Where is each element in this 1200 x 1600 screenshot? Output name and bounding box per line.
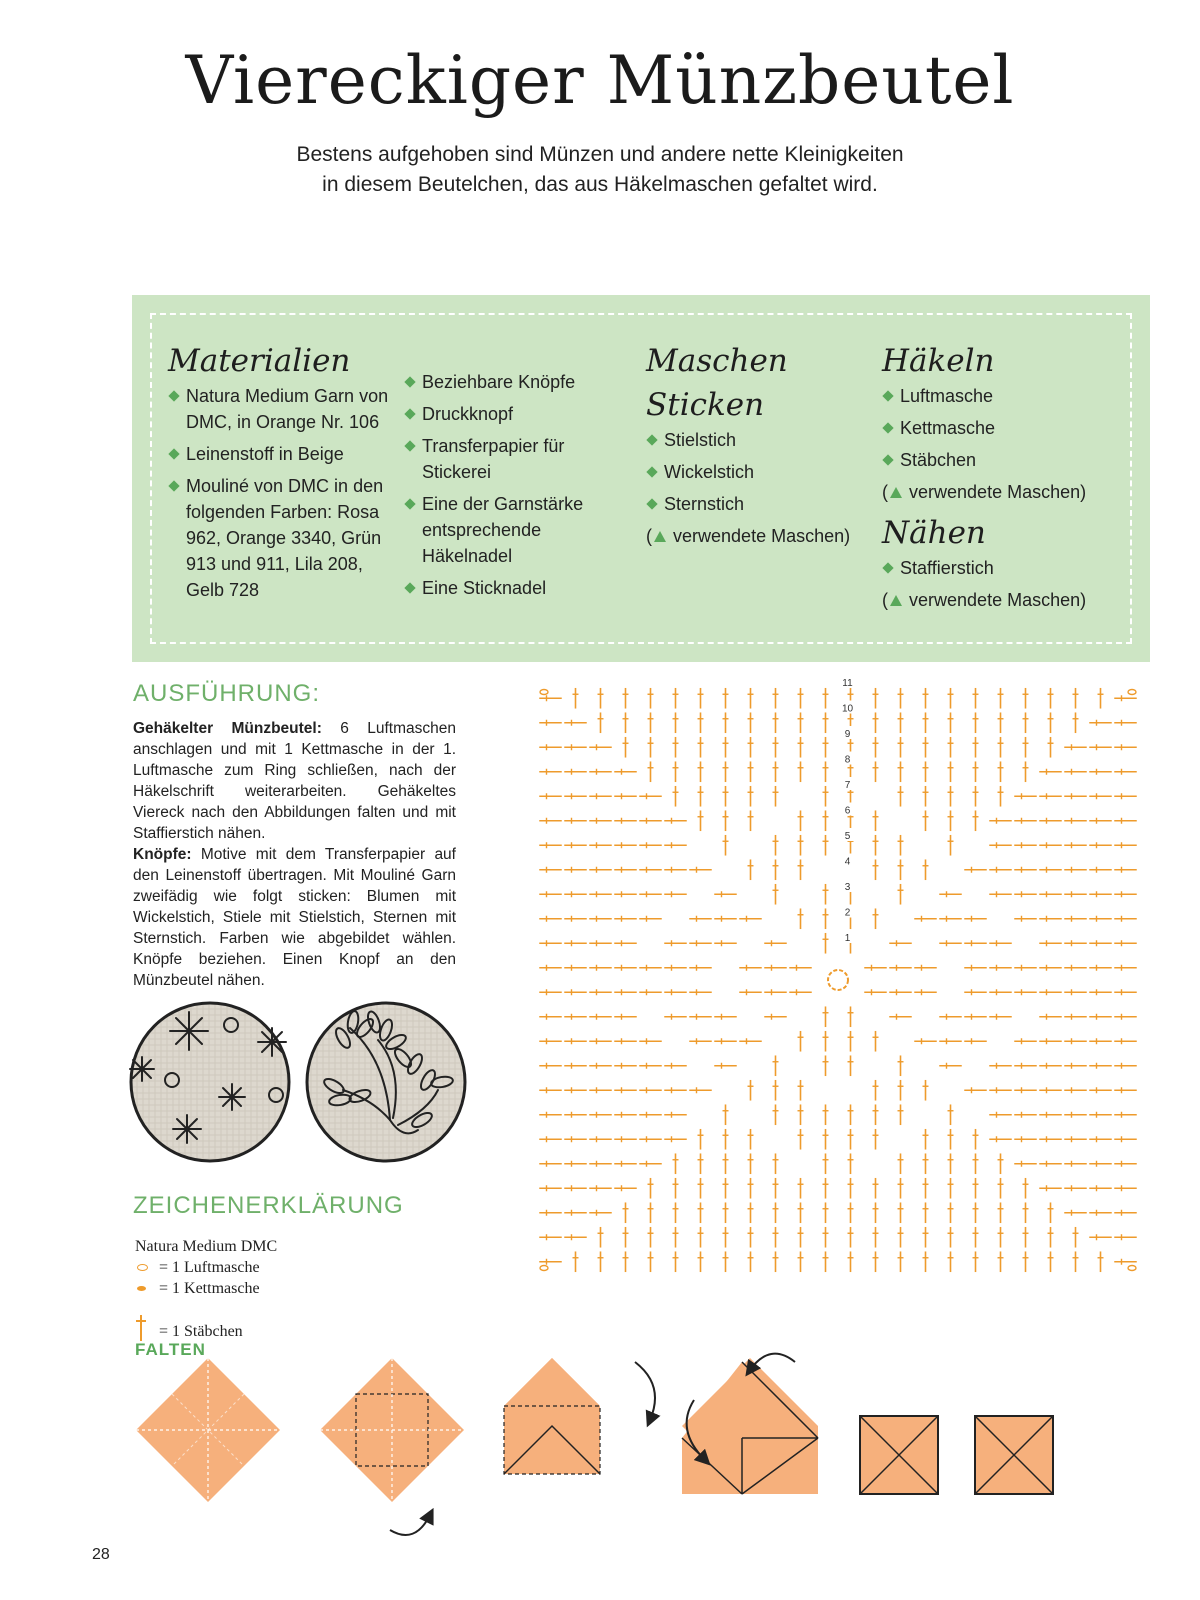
round-label: 10 [841,703,854,715]
sticken-list [646,427,876,517]
subtitle-line-1: Bestens aufgehoben sind Münzen und andere nette Kleinigkeiten [296,143,904,166]
instruction-text-beutel: 6 Luftmaschen anschlagen und mit 1 Kettmasche in der 1. Luftmasche zum Ring schließen, nach der Häkelschrift weiterarbeiten. Gehäkeltes Viereck nach den Abbildungen falten und mit Staffierstich nähen. [133,720,457,842]
list-item: Staffierstich [882,555,1122,581]
haekeln-heading: Häkeln [882,343,995,379]
instructions-text [133,718,456,991]
haekeln-column [882,339,1122,619]
sticken-note: ( verwendete Maschen) [646,526,851,546]
corner-chain [540,690,548,695]
star-button [130,1003,289,1161]
diamond-bullet-icon [404,408,415,419]
triangle-icon [654,531,666,542]
list-item: Eine Sticknadel [404,575,604,601]
legend-kettmasche: = 1 Kettmasche [135,1278,277,1299]
legend-staebchen: = 1 Stäbchen [135,1321,277,1342]
list-item: Wickelstich [646,459,876,485]
materials-column-2 [404,369,604,607]
slip-stitch-icon [137,1286,146,1291]
legend-yarn: Natura Medium DMC [135,1238,278,1255]
maschen-heading: Maschen [646,343,788,379]
corner-chain [1128,1266,1136,1271]
corner-chain [540,1266,548,1271]
materials-list-2 [404,369,604,601]
haekeln-list [882,383,1122,473]
subtitle [0,140,1200,200]
maschen-column [646,339,876,555]
list-item: Mouliné von DMC in den folgenden Farben: Rosa 962, Orange 3340, Grün 913 und 911, Lila 208, Gelb 728 [168,473,398,603]
button-illustrations [128,1000,468,1180]
materials-column-1 [168,339,398,609]
diamond-bullet-icon [404,376,415,387]
list-item: Luftmasche [882,383,1122,409]
round-label: 4 [844,856,851,868]
legend-luftmasche: = 1 Luftmasche [135,1257,277,1278]
diamond-bullet-icon [882,422,893,433]
legend [135,1236,277,1342]
diamond-bullet-icon [882,454,893,465]
center-ring [828,970,848,990]
list-item: Stielstich [646,427,876,453]
instruction-label-beutel: Gehäkelter Münzbeutel: [133,720,322,737]
list-item: Transferpapier für Stickerei [404,433,604,485]
list-item: Druckknopf [404,401,604,427]
round-label: 6 [844,805,851,817]
fold-step-3 [504,1358,655,1474]
list-item: Stäbchen [882,447,1122,473]
haekeln-note: ( verwendete Maschen) [882,482,1087,502]
diamond-bullet-icon [646,466,657,477]
legend-heading: ZEICHENERKLÄRUNG [133,1192,404,1219]
naehen-heading: Nähen [882,515,986,551]
flower-button [307,1003,465,1161]
list-item: Kettmasche [882,415,1122,441]
diamond-bullet-icon [168,390,179,401]
diamond-bullet-icon [168,448,179,459]
instruction-text-knoepfe: Motive mit dem Transferpapier auf den Leinenstoff übertragen. Mit Mouliné Garn zweifädig wie folgt sticken: Blumen mit Wickelstich, Stiele mit Stielstich, Sternen mit Sternstich. Farben wie abgebildet wählen. Knöpfe beziehen. Einen Knopf an den Münzbeutel nähen. [133,846,456,989]
round-label: 5 [844,831,851,842]
triangle-icon [890,487,902,498]
falten-heading: FALTEN [135,1340,206,1359]
round-label: 3 [844,882,851,893]
sticken-heading: Sticken [646,387,765,423]
materials-list-1 [168,383,398,603]
diamond-bullet-icon [646,434,657,445]
round-label: 7 [844,780,851,791]
diamond-bullet-icon [404,498,415,509]
chain-stitch-icon [137,1264,148,1271]
diamond-bullet-icon [168,480,179,491]
ausfuehrung-heading: AUSFÜHRUNG: [133,680,321,707]
triangle-icon [890,595,902,606]
materials-heading: Materialien [168,343,351,379]
fold-step-6 [975,1416,1053,1494]
naehen-note: ( verwendete Maschen) [882,590,1087,610]
corner-chain [1128,690,1136,695]
materials-box [132,295,1150,662]
list-item: Beziehbare Knöpfe [404,369,604,395]
crochet-chart [538,678,1138,1274]
diamond-bullet-icon [882,562,893,573]
diamond-bullet-icon [404,582,415,593]
diamond-bullet-icon [646,498,657,509]
list-item: Natura Medium Garn von DMC, in Orange Nr. 106 [168,383,398,435]
fold-step-4 [682,1354,818,1494]
diamond-bullet-icon [404,440,415,451]
round-label: 11 [842,678,853,689]
list-item: Eine der Garnstärke entsprechende Häkelnadel [404,491,604,569]
fold-step-1 [136,1358,280,1502]
round-label: 9 [844,729,851,740]
instruction-label-knoepfe: Knöpfe: [133,846,192,863]
fold-step-2 [320,1358,464,1535]
fold-step-5 [860,1416,938,1494]
page-title: Viereckiger Münzbeutel [185,42,1015,119]
double-crochet-icon [140,1315,142,1341]
round-label: 2 [844,907,851,919]
round-label: 8 [844,754,851,766]
round-label: 1 [844,933,851,944]
folding-diagrams [130,1350,1130,1540]
diamond-bullet-icon [882,390,893,401]
subtitle-line-2: in diesem Beutelchen, das aus Häkelmaschen gefaltet wird. [322,173,878,196]
list-item: Sternstich [646,491,876,517]
page-number: 28 [92,1546,110,1563]
naehen-list [882,555,1122,581]
list-item: Leinenstoff in Beige [168,441,398,467]
